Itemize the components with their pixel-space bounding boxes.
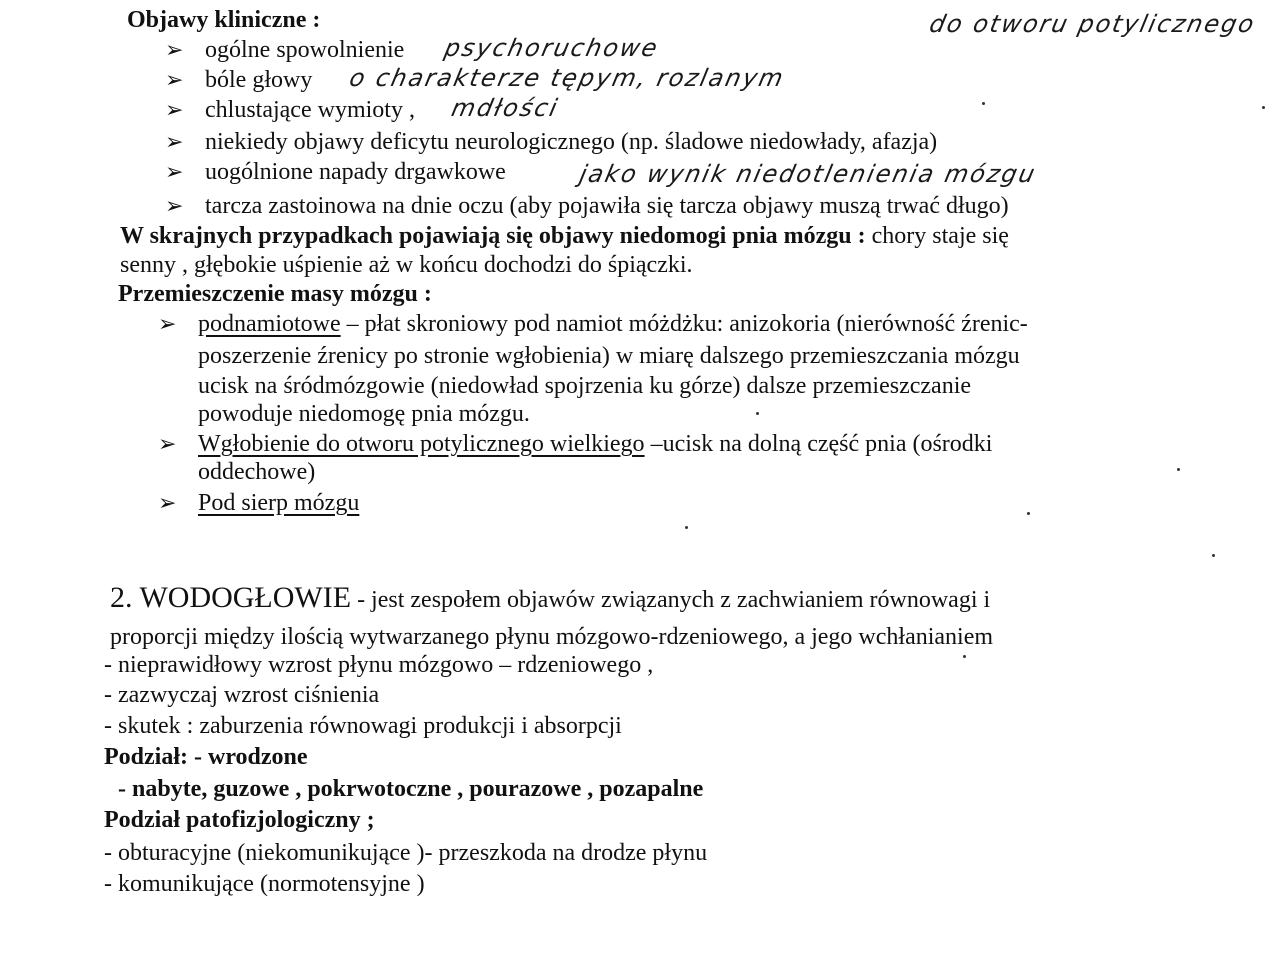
podzial-nabyte-line: - nabyte, guzowe , pokrwotoczne , pourazowe , pozapalne (118, 776, 704, 802)
bullet-text: chlustające wymioty , (205, 97, 415, 123)
scan-speck (982, 102, 985, 105)
scan-speck (1177, 468, 1180, 471)
wglobienie-title: Wgłobienie do otworu potylicznego wielkiego (198, 431, 645, 457)
bullet-item (165, 128, 937, 156)
bullet-item (165, 36, 404, 64)
bullet-item (165, 96, 415, 124)
arrow-bullet-icon: ➢ (165, 37, 184, 62)
podzial-patofizjologiczny-header: Podział patofizjologiczny ; (104, 807, 375, 833)
scan-speck (1212, 554, 1215, 557)
paragraph-line: proporcji między ilością wytwarzanego płynu mózgowo-rdzeniowego, a jego wchłanianiem (110, 624, 994, 650)
paragraph-line: oddechowe) (198, 459, 316, 485)
handwritten-note: o charakterze tępym, rozlanym (347, 64, 788, 92)
bullet-item (158, 489, 359, 517)
paragraph-line: - nieprawidłowy wzrost płynu mózgowo – rdzeniowego , (104, 652, 654, 678)
paragraph-line: - skutek : zaburzenia równowagi produkcji i absorpcji (104, 713, 622, 739)
pod-sierp-title: Pod sierp mózgu (198, 490, 360, 516)
arrow-bullet-icon: ➢ (165, 159, 184, 184)
wodoglowie-line-1 (110, 581, 991, 614)
arrow-bullet-icon: ➢ (165, 97, 184, 122)
paragraph-line: ucisk na śródmózgowie (niedowład spojrzenia ku górze) dalsze przemieszczanie (198, 373, 972, 399)
paragraph-line: - obturacyjne (niekomunikujące )- przeszkoda na drodze płynu (104, 840, 708, 866)
paragraph-line: powoduje niedomogę pnia mózgu. (198, 401, 530, 427)
bullet-item (165, 158, 506, 186)
bullet-item (158, 310, 1028, 338)
handwritten-note: jako wynik niedotlenienia mózgu (577, 160, 1040, 188)
scan-speck (1027, 512, 1030, 515)
podnamiotowe-title: podnamiotowe (198, 311, 341, 337)
bullet-text: uogólnione napady drgawkowe (205, 159, 506, 185)
wodoglowie-definition: - jest zespołem objawów związanych z zachwianiem równowagi i (351, 587, 991, 613)
objawy-header: Objawy kliniczne : (127, 7, 321, 33)
scan-speck (1262, 106, 1265, 109)
bullet-item (165, 66, 312, 94)
arrow-bullet-icon: ➢ (158, 311, 177, 336)
scan-speck (963, 655, 966, 658)
handwritten-note: mdłości (449, 94, 562, 122)
bullet-item (158, 430, 992, 458)
bullet-text: tarcza zastoinowa na dnie oczu (aby pojawiła się tarcza objawy muszą trwać długo) (205, 193, 1009, 219)
handwritten-note-top-right: do otworu potylicznego (927, 10, 1259, 38)
bullet-item (165, 192, 1009, 220)
skrajne-paragraph-line-2: senny , głębokie uśpienie aż w końcu dochodzi do śpiączki. (120, 252, 693, 278)
scan-speck (756, 412, 759, 415)
arrow-bullet-icon: ➢ (158, 490, 177, 515)
paragraph-line: poszerzenie źrenicy po stronie wgłobienia) w miarę dalszego przemieszczania mózgu (198, 343, 1020, 369)
skrajne-paragraph-line-1 (120, 222, 1009, 250)
przemieszczenie-header: Przemieszczenie masy mózgu : (118, 281, 432, 307)
bullet-text: niekiedy objawy deficytu neurologicznego (np. śladowe niedowłady, afazja) (205, 129, 938, 155)
wodoglowie-title: 2. WODOGŁOWIE (110, 581, 352, 614)
skrajne-rest: chory staje się (865, 223, 1009, 249)
bullet-text: bóle głowy (205, 67, 313, 93)
scan-speck (685, 526, 688, 529)
bullet-text: ogólne spowolnienie (205, 37, 405, 63)
arrow-bullet-icon: ➢ (158, 431, 177, 456)
paragraph-line: - zazwyczaj wzrost ciśnienia (104, 682, 380, 708)
bullet-text: –ucisk na dolną część pnia (ośrodki (644, 431, 993, 457)
paragraph-line: - komunikujące (normotensyjne ) (104, 871, 425, 897)
handwritten-note: psychoruchowe (442, 34, 662, 62)
arrow-bullet-icon: ➢ (165, 193, 184, 218)
podzial-line: Podział: - wrodzone (104, 744, 308, 770)
arrow-bullet-icon: ➢ (165, 129, 184, 154)
arrow-bullet-icon: ➢ (165, 67, 184, 92)
bullet-text: – płat skroniowy pod namiot móżdżku: anizokoria (nierówność źrenic- (340, 311, 1028, 337)
skrajne-bold: W skrajnych przypadkach pojawiają się objawy niedomogi pnia mózgu : (120, 223, 866, 249)
